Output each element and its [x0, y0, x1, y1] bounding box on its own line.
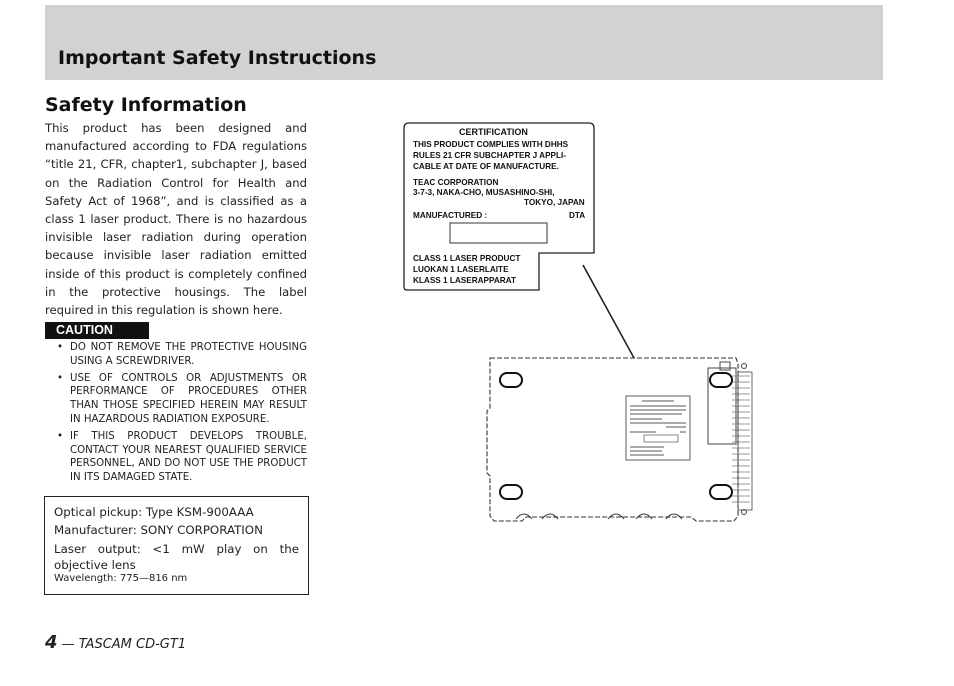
laser-output-text: Laser output: <1 mW play on the objective lens	[54, 542, 299, 572]
cert-heading: CERTIFICATION	[459, 127, 528, 137]
caution-item-text: DO NOT REMOVE THE PROTECTIVE HOUSING USING A SCREWDRIVER.	[70, 342, 307, 367]
caution-item	[56, 430, 307, 485]
certification-label	[403, 122, 595, 294]
footer-separator: —	[57, 637, 79, 652]
caution-item	[56, 341, 307, 369]
cert-compliance-line: RULES 21 CFR SUBCHAPTER J APPLI-	[413, 151, 567, 160]
caution-item	[56, 372, 307, 427]
cert-manufactured: MANUFACTURED :	[413, 211, 488, 220]
caution-item-text: USE OF CONTROLS OR ADJUSTMENTS OR PERFORMANCE OF PROCEDURES OTHER THAN THOSE SPECIFIED HEREIN MAY RESULT IN HAZARDOUS RADIATION EXPOSURE.	[70, 372, 307, 425]
page-header-title: Important Safety Instructions	[58, 47, 377, 69]
cert-company: TEAC CORPORATION	[413, 178, 499, 187]
section-title: Safety Information	[45, 94, 247, 116]
caution-item-text: IF THIS PRODUCT DEVELOPS TROUBLE, CONTACT YOUR NEAREST QUALIFIED SERVICE PERSONNEL, AND DO NOT USE THE PRODUCT IN ITS DAMAGED STATE.	[70, 430, 307, 484]
manufacturer-text: Manufacturer: SONY CORPORATION	[54, 523, 263, 537]
cert-class-line: LUOKAN 1 LASERLAITE	[413, 265, 509, 274]
cert-class-line: CLASS 1 LASER PRODUCT	[413, 254, 521, 263]
bullet-icon: •	[57, 430, 64, 442]
optical-pickup-text: Optical pickup: Type KSM-900AAA	[54, 505, 254, 519]
cert-class-line: KLASS 1 LASERAPPARAT	[413, 276, 516, 285]
cert-dta: DTA	[569, 211, 586, 220]
header-bar	[45, 5, 883, 80]
safety-info-paragraph: This product has been designed and manufactured according to FDA regulations “title 21, CFR, chapter1, subchapter J, based on the Radiation Control for Health and Safety Act of 1968”, and is classified as a class 1 laser product. There is no hazardous invisible laser radiation during operation because invisible laser radiation emitted inside of this product is completely confined in the protective housings. The label required in this regulation is shown here.	[45, 121, 307, 318]
cert-city: TOKYO, JAPAN	[524, 198, 585, 207]
device-bottom-illustration	[486, 356, 754, 526]
page-number: 4	[45, 632, 58, 653]
wavelength-text: Wavelength: 775—816 nm	[54, 573, 188, 584]
page-footer	[45, 632, 186, 653]
bullet-icon: •	[57, 342, 64, 353]
cert-compliance-line: CABLE AT DATE OF MANUFACTURE.	[413, 162, 559, 171]
cert-compliance-line: THIS PRODUCT COMPLIES WITH DHHS	[413, 140, 569, 149]
bullet-icon: •	[57, 372, 64, 384]
pickup-spec-box	[44, 496, 309, 595]
footer-model: TASCAM CD-GT1	[78, 637, 187, 652]
caution-list	[56, 341, 307, 488]
caution-badge: CAUTION	[45, 322, 149, 339]
cert-address: 3-7-3, NAKA-CHO, MUSASHINO-SHI,	[413, 188, 555, 197]
